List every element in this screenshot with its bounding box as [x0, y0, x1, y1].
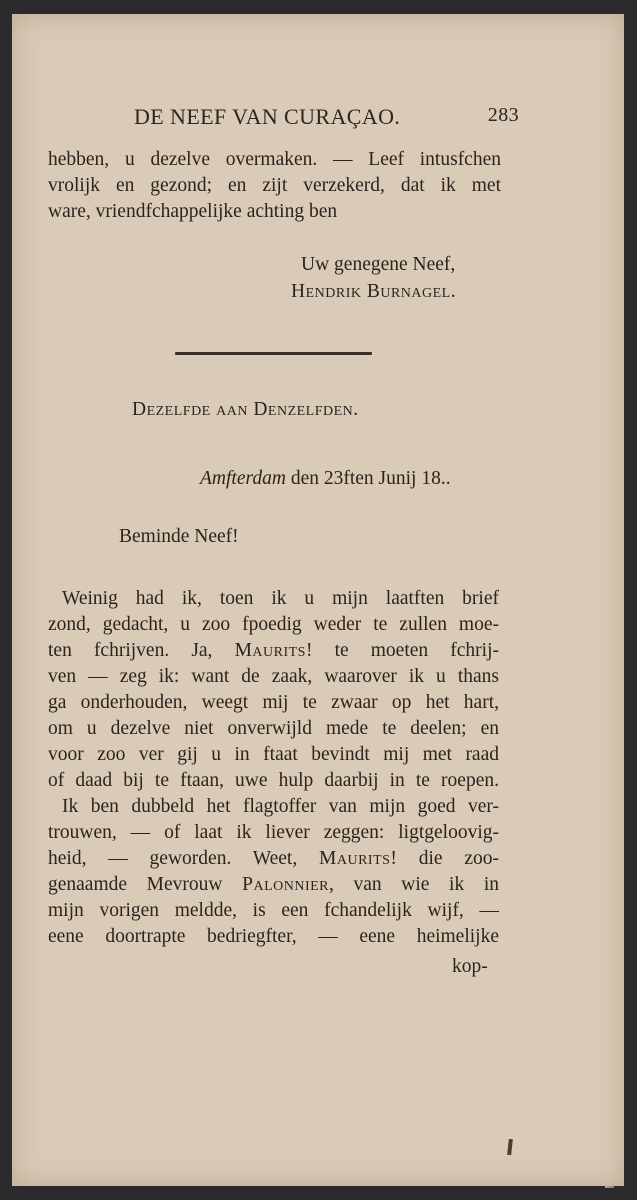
- name-palonnier: Palonnier: [242, 874, 329, 895]
- body-line-12: genaamde Mevrouw Palonnier, van wie ik in: [48, 874, 499, 895]
- body-line-13: mijn vorigen meldde, is een fchandelijk wijf, —: [48, 900, 499, 921]
- body-line-2: zond, gedacht, u zoo fpoedig weder te zullen moe-: [48, 614, 499, 635]
- body-line-14: eene doortrapte bedriegfter, — eene heimelijke: [48, 926, 499, 947]
- body-line-7: voor zoo ver gij u in ftaat bevindt mij met raad: [48, 744, 499, 765]
- catchword: kop-: [452, 956, 488, 977]
- letter-title: Dezelfde aan Denzelfden.: [132, 399, 359, 420]
- running-header: [134, 104, 519, 134]
- body-line-9: Ik ben dubbeld het flagtoffer van mijn goed ver-: [62, 796, 499, 817]
- letter-date: den 23ften Junij 18..: [290, 468, 451, 489]
- body-line-10: trouwen, — of laat ik liever zeggen: ligtgeloovig-: [48, 822, 499, 843]
- body-line-6: om u dezelve niet onverwijld mede te deelen; en: [48, 718, 499, 739]
- letter-greeting: Beminde Neef!: [119, 526, 239, 547]
- name-maurits: Maurits: [234, 640, 306, 661]
- closing-line-3: ware, vriendfchappelijke achting ben: [48, 201, 338, 222]
- body-line-4: ven — zeg ik: want de zaak, waarover ik u thans: [48, 666, 499, 687]
- section-divider-rule: [175, 352, 372, 355]
- body-line-1: Weinig had ik, toen ik u mijn laatften brief: [62, 588, 499, 609]
- body-line-3: ten fchrijven. Ja, Maurits! te moeten fchrij-: [48, 640, 500, 661]
- body-line-11: heid, — geworden. Weet, Maurits! die zoo-: [48, 848, 499, 869]
- book-page: [12, 14, 624, 1186]
- letter-place: Amfterdam: [200, 468, 286, 489]
- body-line-8: of daad bij te ftaan, uwe hulp daarbij in te roepen.: [48, 770, 499, 791]
- signature: Hendrik Burnagel.: [291, 281, 457, 302]
- name-maurits: Maurits: [319, 848, 391, 869]
- letter-dateline: [200, 466, 451, 492]
- salutation: Uw genegene Neef,: [301, 254, 456, 275]
- body-line-5: ga onderhouden, weegt mij te zwaar op het hart,: [48, 692, 499, 713]
- closing-line-2: vrolijk en gezond; en zijt verzekerd, dat ik met: [48, 175, 501, 196]
- page-number: 283: [487, 104, 519, 126]
- running-head-title: DE NEEF VAN CURAÇAO.: [134, 104, 401, 129]
- closing-line-1: hebben, u dezelve overmaken. — Leef intusfchen: [48, 149, 501, 170]
- paper-mark: [507, 1139, 513, 1155]
